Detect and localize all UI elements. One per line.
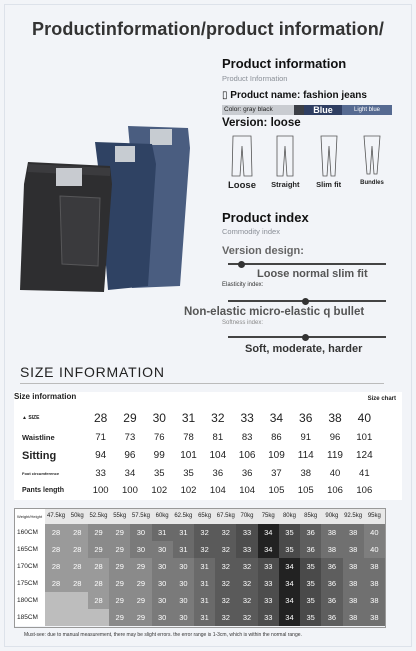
- grid-cell: 31: [152, 524, 173, 541]
- grid-cell: 29: [109, 592, 130, 609]
- grid-cell: 35: [300, 575, 321, 592]
- size-cell: 114: [297, 450, 314, 461]
- grid-cell: 29: [130, 575, 151, 592]
- size-cell: 71: [95, 432, 106, 443]
- size-cell: 37: [271, 468, 282, 479]
- size-cell: 104: [239, 485, 256, 496]
- size-table-title: Size information: [14, 392, 77, 401]
- size-cell: 78: [183, 432, 194, 443]
- slim-pants-icon: [318, 134, 340, 178]
- grid-cell: 33: [258, 575, 279, 592]
- softness-slider: [228, 336, 386, 338]
- size-table-row: [14, 448, 402, 463]
- size-cell: 32: [211, 410, 225, 425]
- grid-weight-header: 80kg: [279, 509, 300, 524]
- size-cell: 100: [122, 485, 138, 496]
- grid-cell: 30: [173, 558, 194, 575]
- color-blue: Blue: [304, 105, 342, 115]
- grid-cell: 28: [88, 558, 109, 575]
- grid-cell: [67, 592, 88, 609]
- grid-cell: 38: [343, 592, 364, 609]
- fit-straight: Straight: [265, 134, 305, 204]
- size-cell: 73: [124, 432, 136, 443]
- product-information-heading: Product information: [222, 56, 347, 71]
- color-gray-black: Color: gray black: [222, 105, 294, 115]
- grid-height-label: 160CM: [15, 524, 45, 541]
- size-cell: 36: [299, 410, 313, 425]
- grid-weight-header: 90kg: [321, 509, 342, 524]
- grid-cell: 28: [45, 541, 66, 558]
- grid-height-label: 165CM: [15, 541, 45, 558]
- grid-cell: 30: [173, 575, 194, 592]
- grid-cell: 40: [364, 524, 385, 541]
- color-black-swatch: [294, 105, 304, 115]
- version-design-label: Version design:: [222, 245, 304, 257]
- grid-weight-header: 62.5kg: [173, 509, 194, 524]
- version-design-scale: Loose normal slim fit: [257, 268, 368, 280]
- size-cell: 105: [268, 485, 285, 496]
- grid-weight-header: 52.5kg: [88, 509, 109, 524]
- size-row-label: Sitting: [22, 449, 57, 462]
- grid-cell: 33: [258, 558, 279, 575]
- measurement-note: Must-see: due to manual measurement, there may be slight errors. the error range is 1-3cm, which is within the normal range.: [24, 632, 302, 638]
- grid-cell: 30: [173, 609, 194, 626]
- size-cell: 102: [180, 485, 197, 496]
- grid-cell: [45, 609, 66, 626]
- size-table-row: [14, 466, 402, 481]
- size-cell: 101: [180, 450, 197, 461]
- grid-cell: 33: [258, 592, 279, 609]
- grid-weight-header: 65kg: [194, 509, 215, 524]
- size-row-label: Waistline: [22, 433, 55, 442]
- grid-cell: 29: [109, 524, 130, 541]
- size-cell: 35: [153, 468, 165, 479]
- fit-types: [222, 134, 392, 204]
- grid-cell: 34: [279, 609, 300, 626]
- loose-pants-icon: [231, 134, 253, 178]
- grid-row: [15, 541, 385, 558]
- grid-cell: 29: [109, 609, 130, 626]
- grid-cell: 32: [236, 575, 257, 592]
- grid-cell: 32: [236, 592, 257, 609]
- grid-cell: 32: [215, 575, 236, 592]
- grid-weight-header: 47.5kg: [45, 509, 66, 524]
- grid-weight-header: 92.5kg: [343, 509, 364, 524]
- size-cell: 104: [209, 450, 227, 461]
- grid-cell: 33: [236, 541, 257, 558]
- grid-cell: 40: [364, 541, 385, 558]
- grid-height-label: 170CM: [15, 558, 45, 575]
- grid-cell: 29: [130, 592, 151, 609]
- grid-cell: 34: [279, 592, 300, 609]
- grid-cell: 30: [152, 541, 173, 558]
- fit-loose: Loose: [222, 134, 262, 204]
- grid-height-label: 175CM: [15, 575, 45, 592]
- grid-weight-header: 75kg: [258, 509, 279, 524]
- grid-cell: 31: [173, 524, 194, 541]
- grid-cell: 35: [300, 592, 321, 609]
- size-cell: 40: [329, 468, 341, 479]
- weight-height-grid: [14, 508, 386, 628]
- straight-pants-icon: [274, 134, 296, 178]
- grid-cell: 38: [364, 575, 385, 592]
- grid-cell: 28: [67, 524, 88, 541]
- grid-cell: 28: [67, 541, 88, 558]
- size-cell: 99: [153, 450, 165, 461]
- grid-cell: 29: [109, 575, 130, 592]
- grid-cell: 33: [236, 524, 257, 541]
- grid-cell: [67, 609, 88, 626]
- grid-row: [15, 609, 385, 626]
- grid-cell: 38: [343, 524, 364, 541]
- grid-cell: [45, 592, 66, 609]
- grid-cell: 31: [194, 592, 215, 609]
- size-cell: 86: [271, 432, 282, 443]
- version-design-slider: [228, 263, 386, 265]
- grid-row: [15, 575, 385, 592]
- size-row-label: ▲ SIZE: [22, 414, 40, 421]
- grid-cell: 38: [321, 524, 342, 541]
- grid-cell: 35: [300, 558, 321, 575]
- grid-cell: 31: [194, 575, 215, 592]
- grid-cell: 38: [321, 541, 342, 558]
- size-cell: 35: [183, 468, 194, 479]
- size-cell: 104: [209, 485, 226, 496]
- softness-marker: [302, 334, 309, 341]
- grid-cell: 32: [236, 558, 257, 575]
- grid-cell: 38: [364, 592, 385, 609]
- grid-cell: 30: [152, 558, 173, 575]
- size-cell: 76: [153, 432, 165, 443]
- size-cell: 33: [240, 410, 254, 425]
- grid-cell: 31: [194, 558, 215, 575]
- version-label: Version: loose: [222, 117, 301, 129]
- grid-cell: 30: [152, 592, 173, 609]
- size-cell: 38: [328, 410, 342, 425]
- grid-cell: 30: [130, 541, 151, 558]
- product-name: ▯ Product name: fashion jeans: [222, 90, 367, 101]
- size-cell: 36: [241, 468, 253, 479]
- grid-cell: 34: [279, 558, 300, 575]
- grid-weight-header: 60kg: [152, 509, 173, 524]
- size-cell: 36: [212, 468, 224, 479]
- size-cell: 96: [329, 432, 341, 443]
- size-cell: 40: [357, 410, 371, 425]
- color-options-bar: [222, 105, 392, 115]
- size-cell: 41: [359, 468, 370, 479]
- grid-cell: 29: [88, 524, 109, 541]
- grid-cell: 30: [152, 575, 173, 592]
- size-cell: 100: [92, 485, 109, 496]
- elasticity-label: Elasticity index:: [222, 282, 264, 288]
- grid-corner: Weight/Height: [15, 509, 45, 524]
- grid-cell: 32: [215, 609, 236, 626]
- elasticity-scale: Non-elastic micro-elastic q bullet: [184, 306, 365, 318]
- grid-row: [15, 592, 385, 609]
- divider: [20, 383, 384, 384]
- size-cell: 31: [181, 410, 196, 425]
- grid-cell: 29: [130, 558, 151, 575]
- grid-cell: 32: [215, 524, 236, 541]
- grid-cell: 28: [88, 575, 109, 592]
- size-row-label: Foot circumference: [22, 471, 60, 476]
- size-table-row: [14, 430, 402, 445]
- grid-cell: 28: [45, 558, 66, 575]
- grid-cell: 36: [321, 558, 342, 575]
- grid-cell: 38: [364, 609, 385, 626]
- grid-cell: 38: [343, 541, 364, 558]
- product-information-sub: Product Information: [222, 74, 288, 83]
- size-cell: 29: [123, 410, 137, 425]
- grid-cell: 35: [279, 524, 300, 541]
- elasticity-marker: [302, 298, 309, 305]
- size-cell: 106: [327, 485, 343, 496]
- product-index-heading: Product index: [222, 210, 309, 225]
- grid-cell: 29: [130, 609, 151, 626]
- grid-cell: 35: [300, 609, 321, 626]
- size-chart-label: Size chart: [367, 396, 396, 402]
- size-cell: 34: [269, 410, 284, 425]
- grid-cell: 29: [109, 541, 130, 558]
- size-cell: 34: [124, 468, 136, 479]
- size-cell: 101: [356, 432, 373, 443]
- grid-cell: 32: [215, 558, 236, 575]
- grid-cell: 38: [343, 558, 364, 575]
- grid-cell: 32: [215, 541, 236, 558]
- grid-cell: 32: [236, 609, 257, 626]
- fit-slim: Slim fit: [309, 134, 349, 204]
- size-cell: 106: [356, 485, 373, 496]
- grid-cell: 34: [258, 541, 279, 558]
- size-cell: 119: [327, 450, 343, 461]
- grid-cell: 28: [88, 592, 109, 609]
- size-cell: 105: [297, 485, 314, 496]
- size-table-row: [14, 410, 402, 425]
- grid-cell: 28: [67, 558, 88, 575]
- fit-bundles: Bundles: [352, 134, 392, 204]
- size-cell: 38: [300, 468, 312, 479]
- grid-cell: 29: [109, 558, 130, 575]
- page-title: Productinformation/product information/: [32, 19, 384, 39]
- grid-cell: 35: [279, 541, 300, 558]
- grid-cell: [88, 609, 109, 626]
- grid-cell: 32: [194, 541, 215, 558]
- size-cell: 106: [238, 450, 256, 461]
- grid-weight-header: 85kg: [300, 509, 321, 524]
- size-cell: 28: [93, 410, 108, 425]
- grid-cell: 38: [364, 558, 385, 575]
- grid-cell: 30: [152, 609, 173, 626]
- softness-label: Softness index:: [222, 320, 264, 326]
- grid-cell: 36: [300, 524, 321, 541]
- grid-cell: 36: [321, 609, 342, 626]
- size-cell: 102: [151, 485, 168, 496]
- size-table: [14, 392, 402, 500]
- commodity-index-sub: Commodity index: [222, 227, 280, 236]
- size-table-row: [14, 483, 402, 498]
- grid-weight-header: 57.5kg: [130, 509, 151, 524]
- size-cell: 94: [95, 450, 107, 461]
- grid-cell: 32: [215, 592, 236, 609]
- size-information-heading: SIZE INFORMATION: [20, 364, 165, 380]
- color-light-blue: Light blue: [342, 105, 392, 115]
- grid-cell: 30: [130, 524, 151, 541]
- grid-weight-header: 67.5kg: [215, 509, 236, 524]
- bundles-pants-icon: [361, 134, 383, 178]
- grid-cell: 31: [194, 609, 215, 626]
- grid-cell: 34: [258, 524, 279, 541]
- grid-height-label: 180CM: [15, 592, 45, 609]
- grid-row: [15, 524, 385, 541]
- grid-weight-header: 50kg: [67, 509, 88, 524]
- grid-cell: 28: [45, 524, 66, 541]
- elasticity-slider: [228, 300, 386, 302]
- grid-cell: 38: [343, 575, 364, 592]
- size-cell: 96: [124, 450, 136, 461]
- size-cell: 91: [300, 432, 312, 443]
- grid-height-label: 185CM: [15, 609, 45, 626]
- grid-cell: 38: [343, 609, 364, 626]
- grid-cell: 29: [88, 541, 109, 558]
- size-cell: 124: [355, 450, 373, 461]
- grid-cell: 36: [321, 592, 342, 609]
- size-row-label: Pants length: [22, 487, 65, 494]
- grid-weight-header: 70kg: [236, 509, 257, 524]
- size-cell: 30: [152, 410, 166, 425]
- grid-row: [15, 558, 385, 575]
- grid-cell: 32: [194, 524, 215, 541]
- grid-cell: 36: [321, 575, 342, 592]
- size-cell: 81: [212, 432, 224, 443]
- grid-cell: 31: [173, 541, 194, 558]
- grid-weight-header: 95kg: [364, 509, 385, 524]
- grid-cell: 28: [45, 575, 66, 592]
- softness-scale: Soft, moderate, harder: [245, 343, 363, 355]
- size-cell: 33: [95, 468, 106, 479]
- grid-cell: 34: [279, 575, 300, 592]
- grid-cell: 33: [258, 609, 279, 626]
- grid-cell: 28: [67, 575, 88, 592]
- grid-weight-header: 55kg: [109, 509, 130, 524]
- jeans-product-image: [20, 126, 210, 296]
- version-design-marker: [238, 261, 245, 268]
- size-cell: 83: [241, 432, 253, 443]
- size-cell: 109: [268, 450, 285, 461]
- grid-cell: 36: [300, 541, 321, 558]
- grid-cell: 30: [173, 592, 194, 609]
